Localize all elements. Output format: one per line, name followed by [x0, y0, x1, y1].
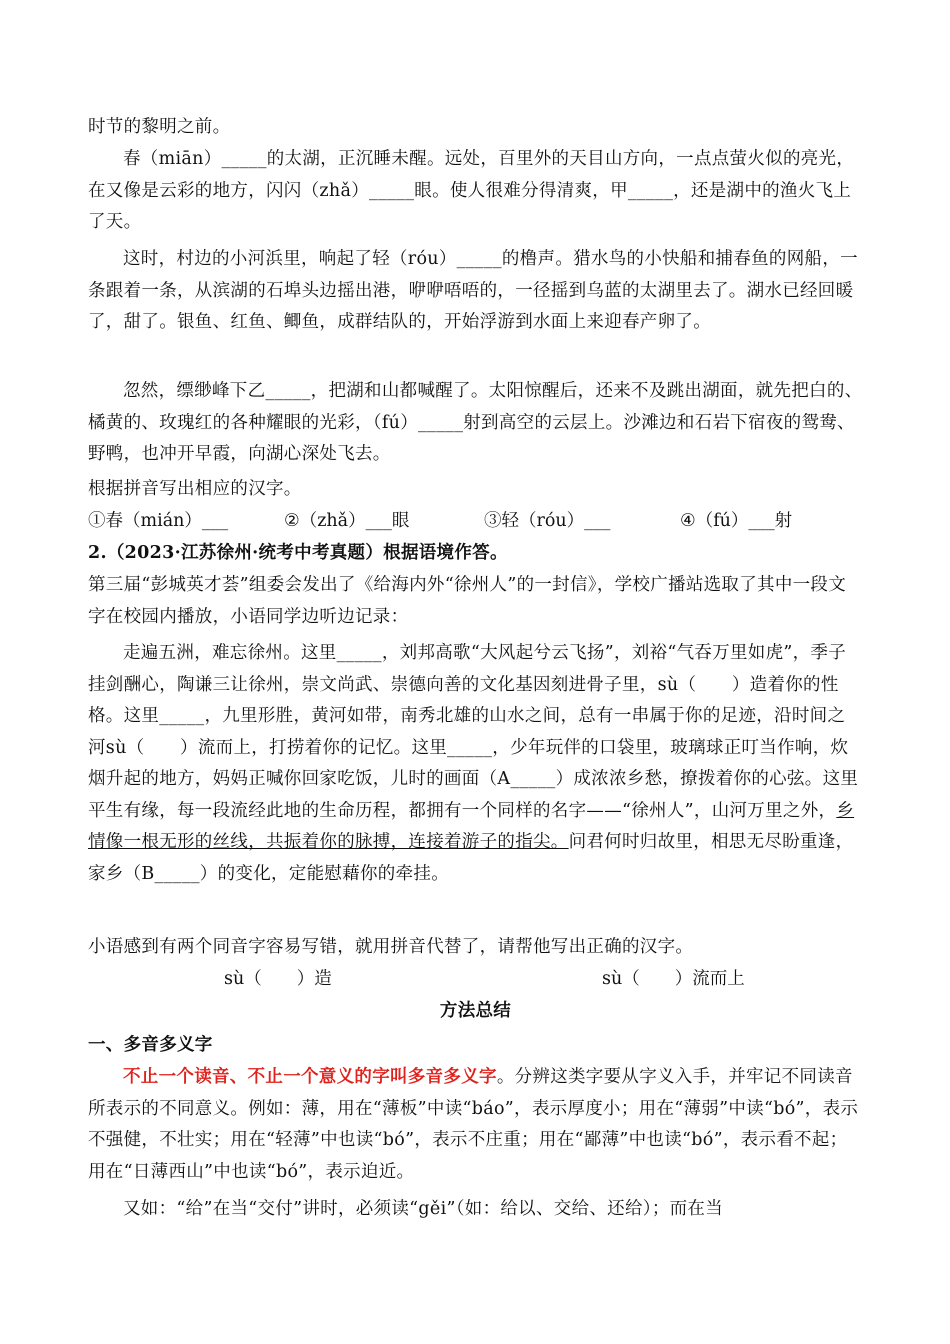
option-1: ①春（mián）___ [88, 511, 229, 531]
blank-su-liu: sù（ ）流而上 [602, 969, 745, 989]
passage-paragraph-3: 忽然，缥缈峰下乙_____，把湖和山都喊醒了。太阳惊醒后，还来不及跳出湖面，就先把白的、橘黄的、玫瑰红的各种耀眼的光彩，（fú）_____射到高空的云层上。沙滩边和石岩下宿夜的鸳鸯、野鸭，也冲开早霞，向湖心深处飞去。 [88, 381, 863, 464]
passage-line-start: 时节的黎明之前。 [88, 117, 231, 137]
question1-instruction: 根据拼音写出相应的汉字。 [88, 479, 302, 499]
question2-heading: 2.（2023·江苏徐州·统考中考真题）根据语境作答。 [88, 543, 508, 563]
polyphone-definition [88, 1062, 863, 1188]
section-heading-polyphone: 一、多音多义字 [88, 1035, 213, 1055]
blank-su-zao: sù（ ）造 [224, 969, 332, 989]
letter-end-text: 问君何时归故里，相思无尽盼重逢，家乡（B_____）的变化，定能慰藉你的牵挂。 [88, 832, 854, 884]
passage-paragraph-1: 春（miān）_____的太湖，正沉睡未醒。远处，百里外的天目山方向，一点点萤火似的亮光，在又像是云彩的地方，闪闪（zhǎ）_____眼。使人很难分得清爽，甲_____，还是湖中的渔火飞上了天。 [88, 149, 855, 232]
question2-intro: 第三届“彭城英才荟”组委会发出了《给海内外“徐州人”的一封信》，学校广播站选取了其中一段文字在校园内播放，小语同学边听边记录： [88, 575, 847, 627]
question1-options [88, 506, 863, 538]
letter-paragraph [88, 638, 863, 890]
summary-title: 方法总结 [439, 1001, 512, 1021]
polyphone-example-2: 又如：“给”在当“交付”讲时，必须读“gěi”（如：给以、交给、还给）；而在当 [123, 1199, 724, 1219]
letter-underlined-text: 乡情像一根无形的丝线，共振着你的脉搏，连接着游子的指尖。 [88, 800, 855, 852]
option-4: ④（fú）___射 [680, 511, 793, 531]
question2-blanks [88, 964, 863, 996]
option-2: ②（zhǎ）___眼 [284, 511, 410, 531]
definition-rest: 。分辨这类字要从字义入手，并牢记不同读音所表示的不同意义。例如：薄，用在“薄板”中读“báo”，表示厚度小；用在“薄弱”中读“bó”，表示不强健，不壮实；用在“轻薄”中也读“bó”，表示不庄重；用在“鄙薄”中也读“bó”，表示看不起；用在“日薄西山”中也读“bó”，表示迫近。 [88, 1067, 859, 1182]
letter-main-text: 走遍五洲，难忘徐州。这里_____，刘邦高歌“大风起兮云飞扬”，刘裕“气吞万里如虎”，季子挂剑酬心，陶谦三让徐州，崇文尚武、崇德向善的文化基因刻进骨子里，sù（ ）造着你的性格。这里_____，九里形胜，黄河如带，南秀北雄的山水之间，总有一串属于你的足迹，沿时间之河sù（ ）流而上，打捞着你的记忆。这里_____，少年玩伴的口袋里，玻璃球正叮当作响，炊烟升起的地方，妈妈正喊你回家吃饭，儿时的画面（A_____）成浓浓乡愁，撩拨着你的心弦。这里平生有缘，每一段流经此地的生命历程，都拥有一个同样的名字——“徐州人”，山河万里之外， [88, 643, 859, 821]
passage-paragraph-2: 这时，村边的小河浜里，响起了轻（róu）_____的橹声。猎水鸟的小快船和捕春鱼的网船，一条跟着一条，从滨湖的石埠头边摇出港，咿咿唔唔的，一径摇到乌蓝的太湖里去了。湖水已经回暖了，甜了。银鱼、红鱼、鲫鱼，成群结队的，开始浮游到水面上来迎春产卵了。 [88, 249, 858, 332]
option-3: ③轻（róu）___ [484, 511, 611, 531]
question2-instruction: 小语感到有两个同音字容易写错，就用拼音代替了，请帮他写出正确的汉字。 [88, 937, 694, 957]
definition-highlight: 不止一个读音、不止一个意义的字叫多音多义字 [123, 1067, 497, 1087]
